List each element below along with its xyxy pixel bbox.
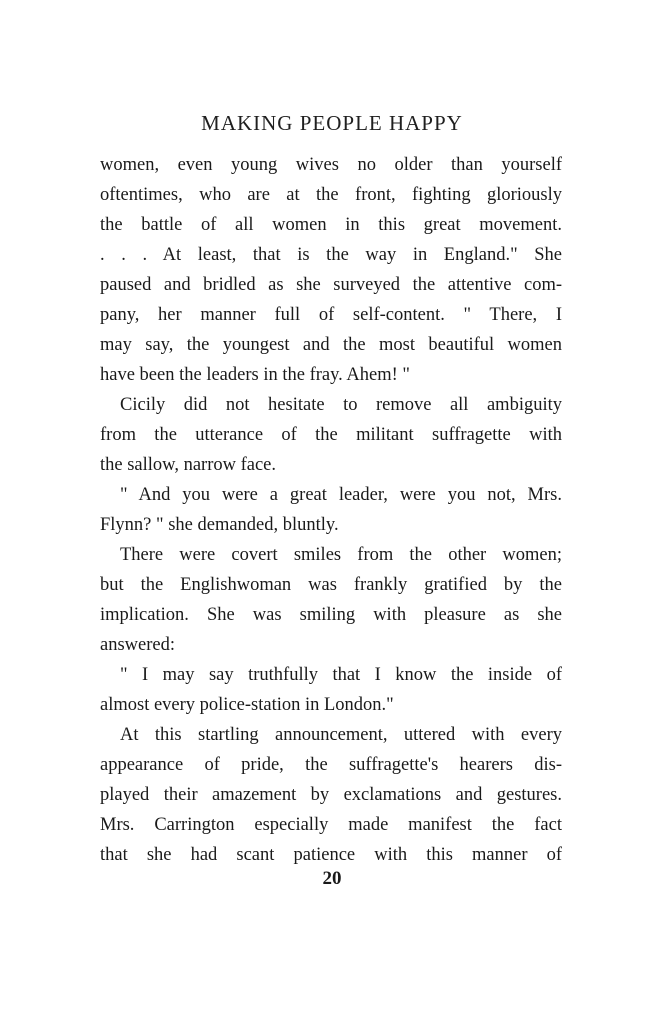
text-line: Mrs. Carrington especially made manifest the fact: [100, 815, 562, 835]
text-line: almost every police-station in London.": [100, 695, 394, 715]
text-line: pany, her manner full of self-content. " There, I: [100, 305, 562, 325]
text-line: played their amazement by exclamations and gestures.: [100, 785, 562, 805]
text-line: " I may say truthfully that I know the inside of: [120, 665, 562, 685]
text-line: paused and bridled as she surveyed the attentive com-: [100, 275, 562, 295]
text-line: appearance of pride, the suffragette's hearers dis-: [100, 755, 562, 775]
text-line: may say, the youngest and the most beautiful women: [100, 335, 562, 355]
text-line: implication. She was smiling with pleasure as she: [100, 605, 562, 625]
text-line: from the utterance of the militant suffragette with: [100, 425, 562, 445]
text-line: Cicily did not hesitate to remove all ambiguity: [120, 395, 562, 415]
text-line: the sallow, narrow face.: [100, 455, 277, 475]
body-text: [100, 150, 562, 870]
text-line: but the Englishwoman was frankly gratified by the: [100, 575, 562, 595]
text-line: There were covert smiles from the other women;: [120, 545, 562, 565]
text-line: At this startling announcement, uttered with every: [120, 725, 562, 745]
running-head: MAKING PEOPLE HAPPY: [201, 111, 463, 135]
text-line: have been the leaders in the fray. Ahem! ": [100, 365, 410, 385]
text-line: women, even young wives no older than yourself: [100, 155, 562, 175]
text-line: that she had scant patience with this manner of: [100, 845, 562, 865]
text-line: oftentimes, who are at the front, fighting gloriously: [100, 185, 562, 205]
text-line: " And you were a great leader, were you not, Mrs.: [120, 485, 562, 505]
text-line: the battle of all women in this great movement.: [100, 215, 562, 235]
text-line: . . . At least, that is the way in England." She: [100, 245, 562, 265]
page-number: 20: [322, 868, 342, 889]
text-line: answered:: [100, 635, 175, 655]
text-line: Flynn? " she demanded, bluntly.: [100, 515, 339, 535]
